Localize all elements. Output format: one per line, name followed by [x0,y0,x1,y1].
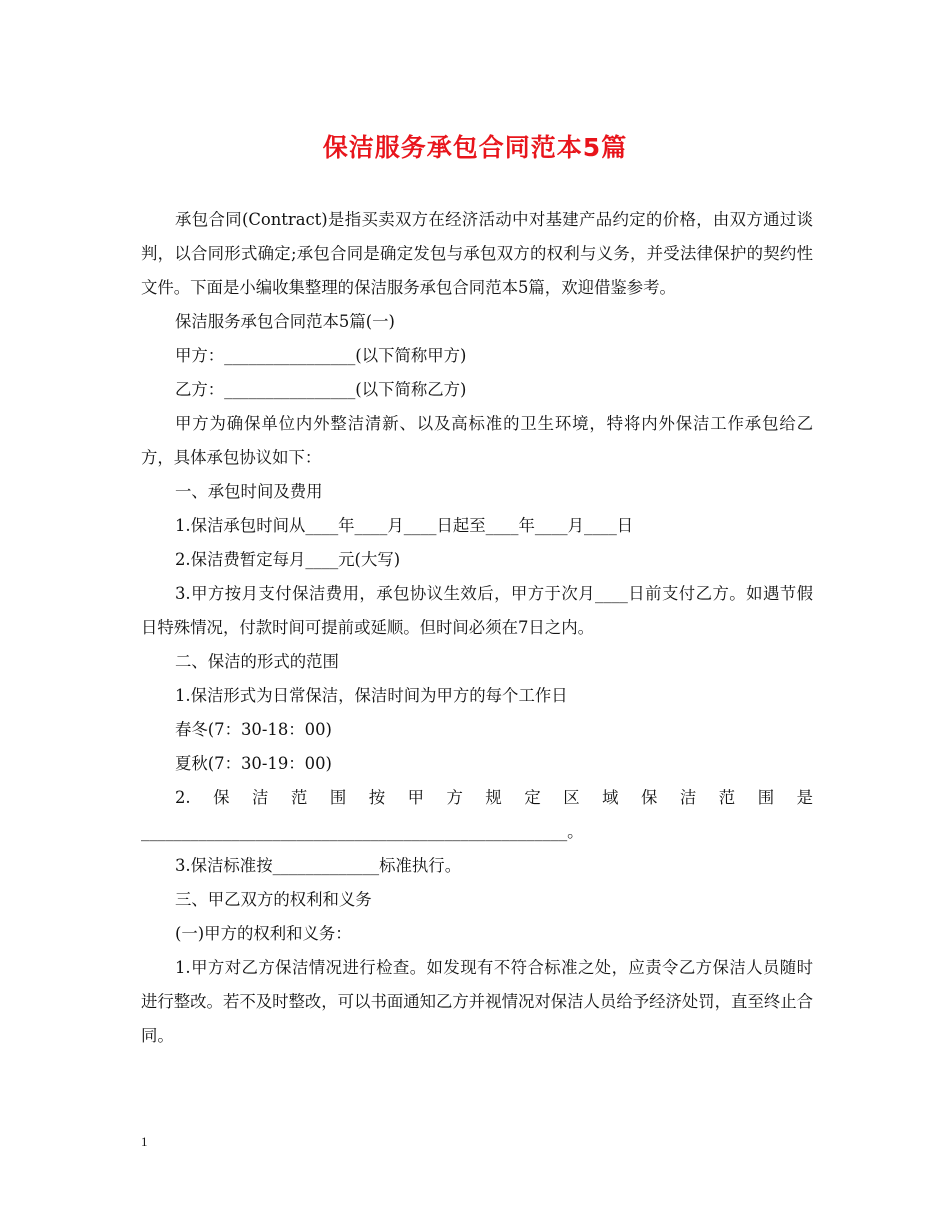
paragraph-heading-rights: 三、甲乙双方的权利和义务 [175,890,372,909]
paragraph-heading-time-fee: 一、承包时间及费用 [175,482,323,501]
paragraph-payment: 3.甲方按月支付保洁费用，承包协议生效后，甲方于次月____日前支付乙方。如遇节假日特殊情况，付款时间可提前或延顺。但时间必须在7日之内。 [141,584,813,637]
paragraph-intro: 承包合同(Contract)是指买卖双方在经济活动中对基建产品约定的价格，由双方通过谈判，以合同形式确定;承包合同是确定发包与承包双方的权利与义务，并受法律保护的契约性文件。下面是小编收集整理的保洁服务承包合同范本5篇，欢迎借鉴参考。 [141,210,813,297]
paragraph-cleaning-standard: 3.保洁标准按_____________标准执行。 [175,856,462,875]
page-number: 1 [141,1134,148,1149]
paragraph-fee: 2.保洁费暂定每月____元(大写) [175,550,401,569]
paragraph-cleaning-scope: 2.保洁范围按甲方规定区域保洁范围是____________________________________________________。 [141,788,813,841]
paragraph-agreement-intro: 甲方为确保单位内外整洁清新、以及高标准的卫生环境，特将内外保洁工作承包给乙方，具体承包协议如下： [141,414,813,467]
paragraph-summer-autumn: 夏秋(7：30-19：00) [175,754,332,773]
paragraph-party-a-rights-heading: (一)甲方的权利和义务： [175,924,352,943]
document-body [141,203,813,1053]
paragraph-heading-scope: 二、保洁的形式的范围 [175,652,339,671]
paragraph-spring-winter: 春冬(7：30-18：00) [175,720,332,739]
paragraph-party-b: 乙方：________________(以下简称乙方) [175,380,467,399]
paragraph-cleaning-form: 1.保洁形式为日常保洁，保洁时间为甲方的每个工作日 [175,686,568,705]
document-title: 保洁服务承包合同范本5篇 [322,133,628,162]
paragraph-term: 1.保洁承包时间从____年____月____日起至____年____月____日 [175,516,634,535]
paragraph-section-title: 保洁服务承包合同范本5篇(一) [175,312,395,331]
paragraph-inspection: 1.甲方对乙方保洁情况进行检查。如发现有不符合标准之处，应责令乙方保洁人员随时进行整改。若不及时整改，可以书面通知乙方并视情况对保洁人员给予经济处罚，直至终止合同。 [141,958,814,1045]
paragraph-party-a: 甲方：________________(以下简称甲方) [175,346,467,365]
